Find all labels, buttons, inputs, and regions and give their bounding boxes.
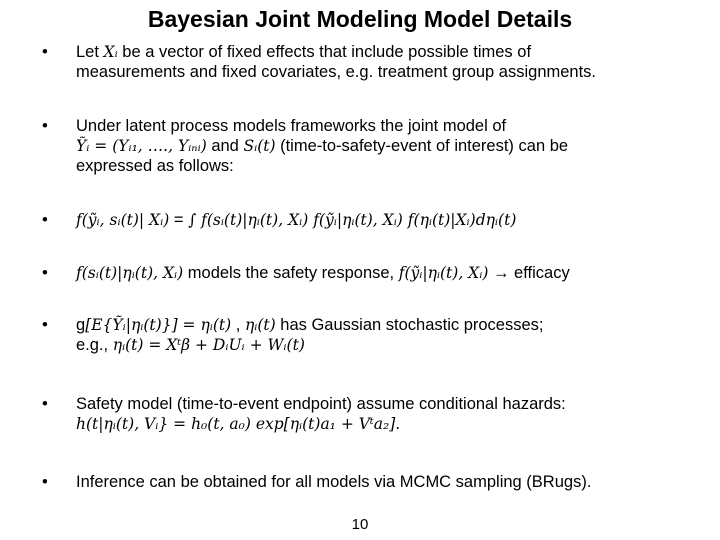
bullet-line xyxy=(76,414,686,434)
bullet-text xyxy=(76,472,686,492)
bullet-marker: • xyxy=(42,473,48,491)
math-expression: Ỹᵢ = (Yᵢ₁, …., Yᵢₙᵢ) xyxy=(76,137,207,155)
bullet-line xyxy=(76,62,686,82)
text-run: expressed as follows: xyxy=(76,157,234,175)
text-run: , xyxy=(231,316,245,334)
bullet-line xyxy=(76,156,686,176)
page-number: 10 xyxy=(351,516,369,533)
bullet-line xyxy=(76,472,686,492)
text-run: e.g., xyxy=(76,336,113,354)
bullet-marker: • xyxy=(42,117,48,135)
bullet-text xyxy=(76,210,686,230)
text-run: and xyxy=(206,137,244,155)
text-run: (time-to-safety-event of interest) can be xyxy=(275,137,569,155)
bullet-marker: • xyxy=(42,211,48,229)
math-expression: Sᵢ(t) xyxy=(243,137,276,155)
math-expression: h(t|ηᵢ(t), Vᵢ} = h₀(t, a₀) exp[ηᵢ(t)a₁ + Vᵗa₂]. xyxy=(76,415,401,433)
slide-title: Bayesian Joint Modeling Model Details xyxy=(147,6,573,32)
text-run: g xyxy=(76,316,86,334)
bullet-line xyxy=(76,394,686,414)
bullet-text xyxy=(76,263,686,283)
bullet-line xyxy=(76,335,686,355)
text-run: Inference can be obtained for all models via MCMC sampling (BRugs). xyxy=(76,473,592,491)
math-expression: ηᵢ(t) xyxy=(244,316,276,334)
text-run: → efficacy xyxy=(488,264,570,282)
text-run: measurements and fixed covariates, e.g. treatment group assignments. xyxy=(76,63,597,81)
bullet-line xyxy=(76,315,686,335)
text-run: Under latent process models frameworks the joint model of xyxy=(76,117,507,135)
bullet-marker: • xyxy=(42,316,48,334)
bullet-marker: • xyxy=(42,395,48,413)
bullet-line xyxy=(76,136,686,156)
text-run: be a vector of fixed effects that include possible times of xyxy=(117,43,532,61)
bullet-line xyxy=(76,42,686,62)
bullet-line xyxy=(76,116,686,136)
math-expression: Xᵢ xyxy=(103,43,118,61)
text-run: models the safety response, xyxy=(183,264,399,282)
math-expression: f(sᵢ(t)|ηᵢ(t), Xᵢ) xyxy=(76,264,184,282)
bullet-text xyxy=(76,42,686,82)
bullet-marker: • xyxy=(42,264,48,282)
text-run: Safety model (time-to-event endpoint) assume conditional hazards: xyxy=(76,395,566,413)
bullet-text xyxy=(76,315,686,355)
math-expression: f(ỹᵢ, sᵢ(t)| Xᵢ) xyxy=(76,211,170,229)
math-expression: ∫ f(sᵢ(t)|ηᵢ(t), Xᵢ) f(ỹᵢ|ηᵢ(t), Xᵢ) f(ηᵢ(t)|Xᵢ)dηᵢ(t) xyxy=(188,211,517,229)
math-expression: f(ỹᵢ|ηᵢ(t), Xᵢ) xyxy=(398,264,489,282)
bullet-marker: • xyxy=(42,43,48,61)
math-expression: ηᵢ(t) = Xᵗβ + DᵢUᵢ + Wᵢ(t) xyxy=(112,336,305,354)
text-run: has Gaussian stochastic processes; xyxy=(275,316,544,334)
math-expression: [E{Ỹᵢ|ηᵢ(t)}] = ηᵢ(t) xyxy=(85,316,232,334)
text-run: = xyxy=(169,211,189,229)
bullet-text xyxy=(76,116,686,176)
bullet-line xyxy=(76,210,686,230)
bullet-text xyxy=(76,394,686,434)
text-run: Let xyxy=(76,43,104,61)
bullet-line xyxy=(76,263,686,283)
